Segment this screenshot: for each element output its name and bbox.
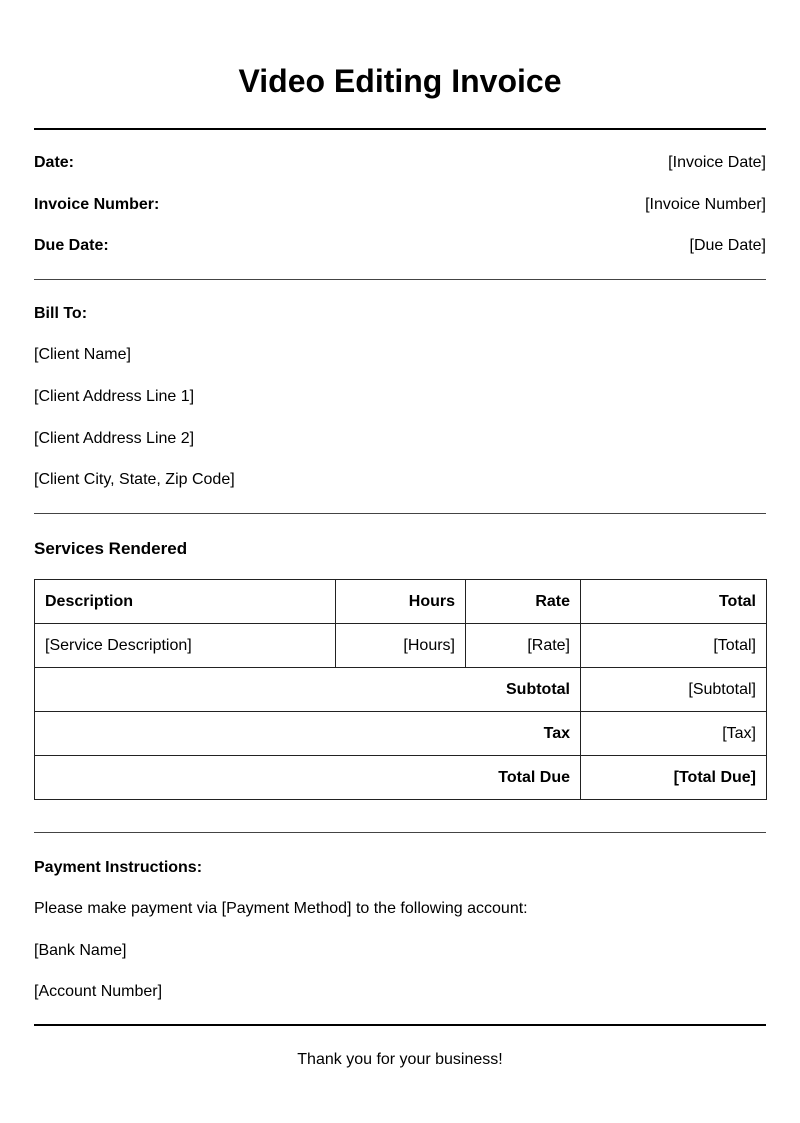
meta-row-date [34,153,766,173]
subtotal-value: [Subtotal] [581,668,767,712]
tax-row [35,712,767,756]
services-divider [34,832,766,833]
account-number: [Account Number] [34,983,163,1000]
meta-divider [34,279,766,280]
table-row [35,624,767,668]
due-date-label: Due Date: [34,237,109,254]
tax-value: [Tax] [581,712,767,756]
date-label: Date: [34,154,75,171]
invoice-number-label: Invoice Number: [34,196,160,213]
column-header-hours: Hours [336,580,466,624]
invoice-number-value: [Invoice Number] [645,196,766,213]
payment-instructions-label: Payment Instructions: [34,859,203,876]
footer-divider [34,1024,766,1026]
bill-to-divider [34,513,766,514]
invoice-title: Video Editing Invoice [238,63,562,99]
service-rate-cell: [Rate] [466,624,581,668]
client-address-line-2: [Client Address Line 2] [34,430,195,447]
total-due-row [35,756,767,800]
service-total-cell: [Total] [581,624,767,668]
thank-you-message: Thank you for your business! [297,1051,503,1068]
date-value: [Invoice Date] [668,154,766,171]
bill-to-label: Bill To: [34,305,88,322]
table-header-row [35,580,767,624]
services-table [34,579,767,800]
client-address-line-1: [Client Address Line 1] [34,388,195,405]
title-divider [34,128,766,130]
meta-row-due-date [34,236,766,256]
subtotal-label: Subtotal [35,668,581,712]
services-heading: Services Rendered [34,539,188,558]
payment-instructions-text: Please make payment via [Payment Method] to the following account: [34,900,528,917]
tax-label: Tax [35,712,581,756]
meta-row-invoice-number [34,195,766,215]
bank-name: [Bank Name] [34,942,127,959]
column-header-description: Description [35,580,336,624]
service-description-cell: [Service Description] [35,624,336,668]
total-due-value: [Total Due] [581,756,767,800]
subtotal-row [35,668,767,712]
column-header-total: Total [581,580,767,624]
total-due-label: Total Due [35,756,581,800]
client-name: [Client Name] [34,346,131,363]
service-hours-cell: [Hours] [336,624,466,668]
column-header-rate: Rate [466,580,581,624]
client-city-state-zip: [Client City, State, Zip Code] [34,471,235,488]
due-date-value: [Due Date] [689,237,766,254]
